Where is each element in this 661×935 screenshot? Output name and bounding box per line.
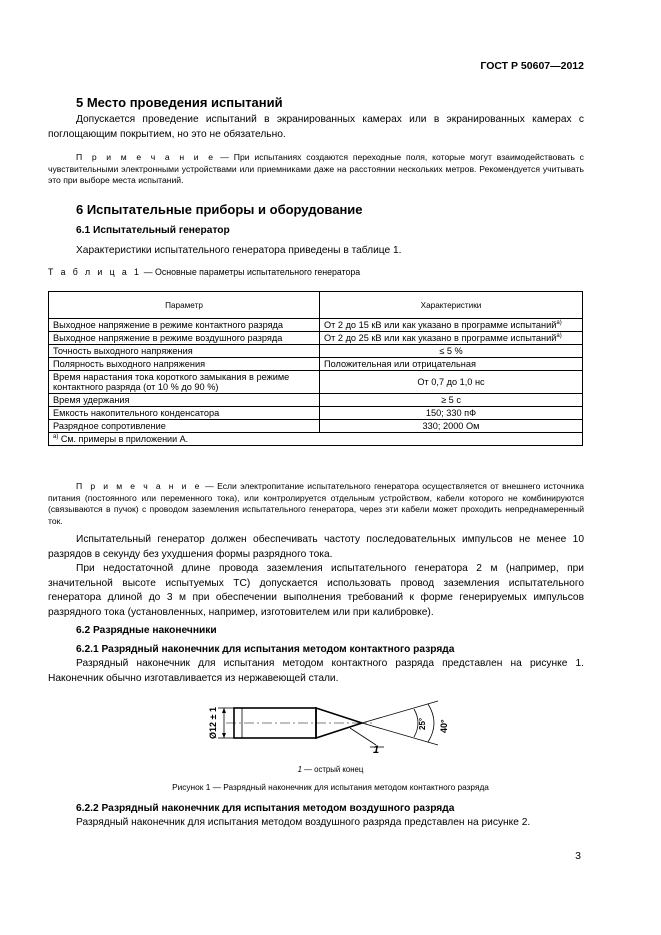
table-caption-label: Т а б л и ц а 1 [48, 267, 142, 277]
angle-dimension-25: 25° [418, 717, 427, 730]
column-header-parameter: Параметр [49, 292, 320, 319]
table-row [49, 407, 583, 420]
value-cell: Положительная или отрицательная [320, 358, 583, 371]
section-6-2-2-title: 6.2.2 Разрядный наконечник для испытания методом воздушного разряда [76, 803, 455, 814]
param-cell: Время нарастания тока короткого замыкания в режиме контактного разряда (от 10 % до 90 %) [49, 371, 320, 394]
page-number: 3 [575, 850, 581, 862]
table-row [49, 319, 583, 332]
section-6-2-2-paragraph: Разрядный наконечник для испытания методом воздушного разряда представлен на рисунке 2. [76, 817, 531, 828]
value-cell: От 2 до 15 кВ или как указано в программе испытаний$^{а)}$ [320, 319, 583, 332]
param-cell: Точность выходного напряжения [49, 345, 320, 358]
section-5-paragraph: Допускается проведение испытаний в экранированных камерах или в экранированных камерах с поглощающим покрытием, но это не обязательно. [48, 114, 584, 140]
footnote-ref: а) [556, 320, 562, 326]
value-cell: 330; 2000 Ом [320, 420, 583, 433]
param-cell: Емкость накопительного конденсатора [49, 407, 320, 420]
param-cell: Выходное напряжение в режиме воздушного разряда [49, 332, 320, 345]
section-6-1-title: 6.1 Испытательный генератор [76, 225, 230, 236]
parameters-table [48, 291, 583, 446]
figure-legend: 1 — острый конец [297, 765, 364, 774]
discharge-tip-drawing [200, 695, 470, 765]
section-6-2-1-title: 6.2.1 Разрядный наконечник для испытания методом контактного разряда [76, 644, 455, 655]
value-cell: 150; 330 пФ [320, 407, 583, 420]
figure-1-caption: Рисунок 1 — Разрядный наконечник для испытания методом контактного разряда [172, 782, 489, 792]
note-text: — Если электропитание испытательного генератора осуществляется от внешнего источника питания (постоянного или переменного тока), или контролируется отдельным устройством, кабели которого не комбинируются (связываются в пучок) с проводом заземления испытательного генератора, через эти кабели может проходить непреднамеренный ток. [48, 481, 584, 526]
table-header-row [49, 292, 583, 319]
table-row [49, 332, 583, 345]
footnote-ref: а) [556, 333, 562, 339]
table-row [49, 345, 583, 358]
param-cell: Время удержания [49, 394, 320, 407]
section-6-title: 6 Испытательные приборы и оборудование [76, 202, 363, 217]
section-5-note [48, 152, 584, 187]
diameter-dimension: Ø12 ± 1 [208, 707, 218, 739]
column-header-characteristics: Характеристики [320, 292, 583, 319]
param-cell: Выходное напряжение в режиме контактного разряда [49, 319, 320, 332]
section-5-title: 5 Место проведения испытаний [76, 95, 283, 110]
table-footnote-row [49, 433, 583, 446]
generator-frequency-paragraph: Испытательный генератор должен обеспечивать частоту последовательных импульсов не менее 10 разрядов в секунду без ухудшения формы разрядного тока. [48, 534, 584, 560]
table-row [49, 420, 583, 433]
table-row [49, 371, 583, 394]
section-6-1-paragraph: Характеристики испытательного генератора приведены в таблице 1. [76, 245, 402, 256]
table-caption-text: — Основные параметры испытательного генератора [141, 267, 361, 277]
value-cell: ≤ 5 % [320, 345, 583, 358]
ground-wire-paragraph: При недостаточной длине провода заземления испытательного генератора 2 м (например, при значительной высоте испытуемых ТС) допускается использовать провод заземления испытательного генератора длиной до 3 м при обеспечении выполнения требований к форме генерируемых импульсов разрядного тока (установленных, например, изготовителем или при калибровке). [48, 563, 584, 618]
value-cell: ≥ 5 с [320, 394, 583, 407]
angle-dimension-40: 40° [439, 719, 449, 733]
document-standard-id: ГОСТ Р 50607—2012 [480, 60, 584, 72]
param-cell: Разрядное сопротивление [49, 420, 320, 433]
note-label: П р и м е ч а н и е [76, 481, 202, 491]
param-cell: Полярность выходного напряжения [49, 358, 320, 371]
value-cell: От 2 до 25 кВ или как указано в программе испытаний$^{а)}$ [320, 332, 583, 345]
section-6-2-title: 6.2 Разрядные наконечники [76, 625, 217, 636]
note-label: П р и м е ч а н и е [76, 152, 216, 162]
callout-number: 1 [373, 744, 380, 756]
section-6-2-1-paragraph: Разрядный наконечник для испытания методом контактного разряда представлен на рисунке 1. Наконечник обычно изготавливается из нержавеющей стали. [48, 658, 584, 684]
value-cell: От 0,7 до 1,0 нс [320, 371, 583, 394]
table-note [48, 481, 584, 527]
table-row [49, 394, 583, 407]
table-1-caption [48, 267, 360, 277]
note-text: — При испытаниях создаются переходные поля, которые могут взаимодействовать с чувствительными электронными устройствами или приемниками даже на расстоянии нескольких метров. Рекомендуется учитывать это при выборе места испытаний. [48, 152, 584, 185]
table-row [49, 358, 583, 371]
table-footnote: $^{а)}$ См. примеры в приложении А. [49, 433, 583, 446]
